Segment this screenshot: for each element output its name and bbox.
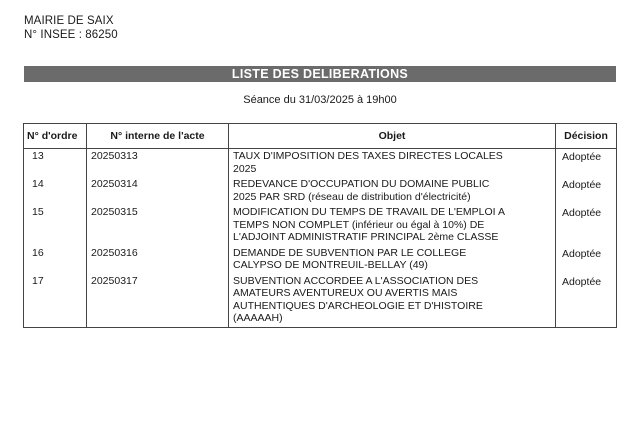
cell-ordre: 14 <box>24 177 87 205</box>
cell-ordre: 15 <box>24 205 87 246</box>
deliberations-table <box>23 123 617 328</box>
mairie-name: MAIRIE DE SAIX <box>24 15 114 27</box>
cell-decision <box>556 177 617 205</box>
cell-objet <box>229 177 556 205</box>
cell-objet <box>229 246 556 274</box>
header-block <box>24 14 118 42</box>
cell-objet <box>229 274 556 328</box>
table-row <box>24 205 617 246</box>
column-header-objet: Objet <box>229 124 556 149</box>
cell-ordre: 16 <box>24 246 87 274</box>
cell-ordre: 17 <box>24 274 87 328</box>
cell-decision <box>556 205 617 246</box>
objet-line: SUBVENTION ACCORDEE A L'ASSOCIATION DES <box>233 274 479 287</box>
decision-label: Adoptée <box>562 151 602 163</box>
table-row <box>24 177 617 205</box>
objet-line: 2025 PAR SRD (réseau de distribution d'électricité) <box>233 190 471 203</box>
cell-interne: 20250313 <box>87 149 229 178</box>
cell-decision <box>556 274 617 328</box>
decision-label: Adoptée <box>562 179 602 191</box>
objet-line: 2025 <box>233 162 257 175</box>
column-header-ordre: N° d'ordre <box>24 124 87 149</box>
document-title: LISTE DES DELIBERATIONS <box>24 66 616 82</box>
seance-date: Séance du 31/03/2025 à 19h00 <box>243 94 397 106</box>
cell-decision <box>556 149 617 178</box>
decision-label: Adoptée <box>562 207 602 219</box>
objet-line: REDEVANCE D'OCCUPATION DU DOMAINE PUBLIC <box>233 178 490 190</box>
cell-ordre: 13 <box>24 149 87 178</box>
cell-objet <box>229 205 556 246</box>
objet-line: L'ADJOINT ADMINISTRATIF PRINCIPAL 2ème CLASSE <box>233 231 499 243</box>
decision-label: Adoptée <box>562 275 602 288</box>
table-row <box>24 149 617 178</box>
column-header-interne: N° interne de l'acte <box>87 124 229 149</box>
cell-objet <box>229 149 556 178</box>
column-header-decision: Décision <box>556 124 617 149</box>
cell-interne: 20250317 <box>87 274 229 328</box>
decision-label: Adoptée <box>562 247 602 260</box>
objet-line: (AAAAAH) <box>233 312 283 324</box>
objet-line: TEMPS NON COMPLET (inférieur ou égal à 10%) DE <box>233 218 485 231</box>
insee-number: N° INSEE : 86250 <box>24 29 118 41</box>
objet-line: MODIFICATION DU TEMPS DE TRAVAIL DE L'EMPLOI A <box>233 206 505 218</box>
table-row <box>24 274 617 328</box>
table-header-row <box>24 124 617 149</box>
objet-line: CALYPSO DE MONTREUIL-BELLAY (49) <box>233 259 428 271</box>
cell-interne: 20250316 <box>87 246 229 274</box>
cell-decision <box>556 246 617 274</box>
objet-line: TAUX D'IMPOSITION DES TAXES DIRECTES LOCALES <box>233 150 503 162</box>
objet-line: AMATEURS AVENTUREUX OU AVERTIS MAIS <box>233 287 458 299</box>
cell-interne: 20250315 <box>87 205 229 246</box>
cell-interne: 20250314 <box>87 177 229 205</box>
objet-line: AUTHENTIQUES D'ARCHEOLOGIE ET D'HISTOIRE <box>233 299 483 312</box>
objet-line: DEMANDE DE SUBVENTION PAR LE COLLEGE <box>233 246 467 259</box>
table-row <box>24 246 617 274</box>
